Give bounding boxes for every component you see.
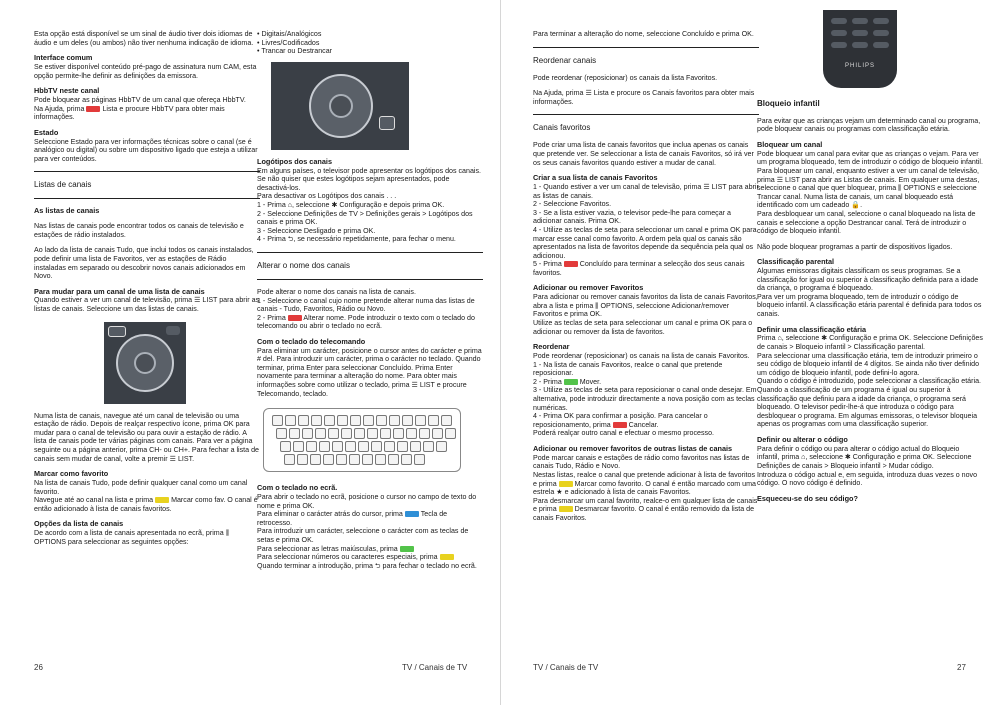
- keyboard-key: [376, 415, 387, 426]
- keyboard-key: [445, 428, 456, 439]
- keyboard-key: [419, 428, 430, 439]
- keyboard-key: [280, 441, 291, 452]
- bloquear-text2: Para bloquear um canal, enquanto estiver a ver um canal de televisão, prima ☰ LIST para abrir as Listas de canais. Em qualquer uma destas, seleccione o canal que quer bloquear, prima ⫼ OPTIONS e seleccione Trancar canal. Numa lista de canais, um canal bloqueado está identificado com um cadeado 🔒.: [757, 166, 980, 210]
- keyboard-key: [362, 454, 373, 465]
- ecra-text2b: Tecla de retrocesso.: [257, 510, 448, 527]
- estado-text: Seleccione Estado para ver informações técnicas sobre o canal (se é analógico ou digital) ou sobre um dispositivo ligado que esteja a utilizar para ver conteúdos.: [34, 137, 258, 163]
- blue-key-icon: [405, 511, 419, 517]
- logotipos-steps2: 2 - Seleccione Definições de TV > Definições gerais > Logótipos dos canais e prima OK.: [257, 209, 473, 227]
- reordenar2-text3a: 2 - Prima: [533, 377, 562, 386]
- criar-title: Criar a sua lista de canais Favoritos: [533, 173, 658, 183]
- keyboard-key: [428, 415, 439, 426]
- right-column-1: [533, 30, 759, 530]
- red-key-icon: [288, 315, 302, 321]
- criar-text5b: Concluído para terminar a selecção dos seus canais favoritos.: [533, 260, 745, 277]
- definir-title: Definir uma classificação etária: [757, 324, 867, 334]
- footer-page-number: 27: [957, 663, 966, 672]
- keyboard-key: [276, 428, 287, 439]
- page-27: [500, 0, 1000, 705]
- keyboard-key: [354, 428, 365, 439]
- keyboard-key: [423, 441, 434, 452]
- green-key-icon: [564, 379, 578, 385]
- marcar-title: Marcar como favorito: [34, 469, 109, 479]
- reordenar2-text6: Poderá realçar outro canal e efectuar o mesmo processo.: [533, 429, 714, 438]
- keyboard-key: [310, 454, 321, 465]
- keyboard-key: [388, 454, 399, 465]
- keyboard-key: [285, 415, 296, 426]
- keyboard-key: [380, 428, 391, 439]
- bloquear-text1: Pode bloquear um canal para evitar que as crianças o vejam. Para ver um programa bloqueado, tem de introduzir o código de bloqueio infantil.: [757, 149, 983, 167]
- criar-text5: [533, 260, 759, 277]
- logotipos-text: Em alguns países, o televisor pode apresentar os logótipos dos canais. Se não quiser que estes logótipos sejam apresentados, pode desactivá-los.: [257, 166, 481, 192]
- remote-key-icon: [831, 18, 847, 24]
- remote-key-icon: [852, 18, 868, 24]
- ecra-text2a: Para eliminar o carácter atrás do cursor, prima: [257, 510, 403, 519]
- ecra-text1: Para abrir o teclado no ecrã, posicione o cursor no campo de texto do nome e prima OK.: [257, 493, 477, 510]
- reordenar2-text2: 1 - Na lista de canais Favoritos, realce o canal que pretende reposicionar.: [533, 360, 723, 378]
- keyboard-key: [436, 441, 447, 452]
- keyboard-key: [324, 415, 335, 426]
- alterar-text3: [257, 314, 483, 331]
- definir-text1: Prima ⌂, seleccione ✱ Configuração e prima OK. Seleccione Definições de canais > Bloqueio infantil > Classificação parental.: [757, 334, 983, 352]
- keyboard-key: [401, 454, 412, 465]
- keyboard-key: [293, 441, 304, 452]
- keyboard-key: [315, 428, 326, 439]
- logotipos-steps3: 3 - Seleccione Desligado e prima OK.: [257, 226, 376, 235]
- marcar-text2a: Navegue até ao canal na lista e prima: [34, 496, 154, 505]
- as-listas-title: As listas de canais: [34, 206, 100, 216]
- keyboard-key: [272, 415, 283, 426]
- adicionar-text1: Para adicionar ou remover canais favoritos da lista de canais Favoritos, abra a lista e prima ⫼ OPTIONS, seleccione Adicionar/remover Favoritos e prima OK.: [533, 293, 758, 319]
- keyboard-key: [415, 415, 426, 426]
- listas-canais-heading: Listas de canais: [34, 180, 92, 190]
- keyboard-key: [384, 441, 395, 452]
- bloquear-title: Bloquear um canal: [757, 139, 823, 149]
- logotipos-steps4: 4 - Prima ⮌, se necessário repetidamente, para fechar o menu.: [257, 235, 456, 244]
- keyboard-key: [432, 428, 443, 439]
- com-teclado-title: Com o teclado do telecomando: [257, 336, 366, 346]
- bloqueio-text: Para evitar que as crianças vejam um determinado canal ou programa, pode bloquear canais ou programas com classificação etária.: [757, 116, 981, 134]
- alterar-text3a: 2 - Prima: [257, 313, 286, 322]
- top-text: Para terminar a alteração do nome, seleccione Concluído e prima OK.: [533, 30, 754, 38]
- intro-text: Esta opção está disponível se um sinal de áudio tiver dois idiomas de áudio e um deles (ou ambos) não tiver nenhuma indicação de idioma.: [34, 30, 254, 47]
- outras-text2b: Marcar como favorito. O canal é então marcado com uma estrela ★ e adicionado à lista de canais Favoritos.: [533, 479, 756, 497]
- favoritos-text: Pode criar uma lista de canais favoritos que inclua apenas os canais que pretende ver. Se seleccionar a lista de canais Favoritos, só irá ver os seus canais favoritos quando estiver a mudar de canal.: [533, 141, 754, 167]
- outras-text1: Pode marcar canais e estações de rádio como favoritos nas listas de canais Tudo, Rádio e Novo.: [533, 453, 750, 471]
- option-item: • Livres/Codificados: [257, 39, 483, 48]
- keyboard-key: [284, 454, 295, 465]
- divider: [533, 114, 759, 115]
- footer-section: TV / Canais de TV: [402, 663, 468, 672]
- reordenar2-text4: 3 - Utilize as teclas de seta para reposicionar o canal onde desejar. Em alternativa, pode introduzir directamente a nova posição com as teclas numéricas.: [533, 386, 757, 412]
- keyboard-key: [311, 415, 322, 426]
- keyboard-key: [406, 428, 417, 439]
- alterar-text1: Pode alterar o nome dos canais na lista de canais.: [257, 287, 416, 296]
- mudar-title: Para mudar para um canal de uma lista de canais: [34, 286, 205, 296]
- keyboard-key: [397, 441, 408, 452]
- reordenar2-title: Reordenar: [533, 342, 570, 352]
- codigo-text2: Introduza o código actual e, em seguida, introduza duas vezes o novo código. O novo código é definido.: [757, 470, 978, 488]
- remote-dpad-image: [104, 322, 186, 404]
- outras-text2: [533, 471, 759, 497]
- numa-text: Numa lista de canais, navegue até um canal de televisão ou uma estação de rádio. Depois de realçar respectivo ícone, prima OK para mudar para o canal de televisão ou para ouvir a estação de rádio. A lista de canais pode ter várias páginas com canais. Para ver a página seguinte ou a página anterior, prima CH- ou CH+. Para fechar a lista de canais sem mudar de canal, volte a premir ☰ LIST.: [34, 411, 259, 463]
- ok-button-icon: [329, 94, 353, 118]
- keyboard-key: [341, 428, 352, 439]
- ecra-text4: [257, 545, 483, 554]
- options-list: [257, 30, 483, 56]
- codigo-text1: Para definir o código ou para alterar o código actual do Bloqueio infantil, prima ⌂, seleccione ✱ Configuração e prima OK. Seleccione Definições de canais > Bloqueio infantil > Mudar código.: [757, 444, 972, 470]
- keyboard-key: [350, 415, 361, 426]
- yellow-key-icon: [559, 506, 573, 512]
- reordenar2-text5a: 4 - Prima OK para confirmar a posição. Para cancelar o reposicionamento, prima: [533, 412, 708, 429]
- remote-dpad-image-2: [271, 62, 409, 150]
- reordenar-heading: Reordenar canais: [533, 55, 597, 65]
- hbbtv-text2a: Na Ajuda, prima: [34, 104, 85, 113]
- footer-section: TV / Canais de TV: [533, 663, 599, 672]
- yellow-key-icon: [559, 481, 573, 487]
- outras-text2a: Nestas listas, realce o canal que pretende adicionar à lista de favoritos e prima: [533, 470, 756, 488]
- keyboard-image: [263, 408, 461, 472]
- bloquear-text3: Para desbloquear um canal, seleccione o canal bloqueado na lista de canais e seleccione a opção Destrancar canal. Terá de introduzir o código de bloqueio infantil.: [757, 209, 976, 236]
- logotipos-title: Logótipos dos canais: [257, 156, 333, 166]
- footer-page-number: 26: [34, 663, 43, 672]
- marcar-text2: [34, 496, 260, 513]
- ok-button-icon: [134, 352, 156, 374]
- right-column-2: [757, 30, 983, 504]
- philips-logo: PHILIPS: [844, 63, 875, 69]
- hbbtv-text1: Pode bloquear as páginas HbbTV de um canal que ofereça HbbTV.: [34, 95, 246, 104]
- keyboard-key: [345, 441, 356, 452]
- ecra-text2: [257, 510, 483, 527]
- as-listas-text2: Ao lado da lista de canais Tudo, que inclui todos os canais instalados, pode definir uma lista de Favoritos, ver as estações de Rádio instaladas em separado ou descobrir novos canais adicionados em Novo.: [34, 246, 254, 281]
- estado-title: Estado: [34, 127, 59, 137]
- criar-text5a: 5 - Prima: [533, 260, 562, 269]
- keyboard-key: [323, 454, 334, 465]
- divider: [34, 171, 260, 172]
- com-teclado-text: Para eliminar um carácter, posicione o cursor antes do carácter e prima # del. Para introduzir um carácter, prima o carácter no teclado. Quando terminar, prima Enter para seleccionar Concluído. Prima Enter novamente para terminar a alteração do nome. Para obter mais informações sobre como utilizar o teclado, prima ☰ LIST e procure Telecomando, teclado.: [257, 346, 482, 398]
- keyboard-key: [389, 415, 400, 426]
- keyboard-key: [363, 415, 374, 426]
- reordenar-text2: Na Ajuda, prima ☰ Lista e procure os Canais favoritos para obter mais informações.: [533, 89, 755, 106]
- keyboard-key: [414, 454, 425, 465]
- yellow-key-icon: [155, 497, 169, 503]
- red-key-icon: [86, 106, 100, 112]
- red-key-icon: [613, 422, 627, 428]
- outras-text3b: Desmarcar favorito. O canal é então removido da lista de canais Favoritos.: [533, 505, 755, 522]
- divider: [533, 47, 759, 48]
- divider: [257, 252, 483, 253]
- ecra-text3: Para introduzir um carácter, seleccione o carácter com as teclas de setas e prima OK.: [257, 527, 469, 545]
- marcar-text1: Na lista de canais Tudo, pode definir qualquer canal como um canal favorito.: [34, 479, 248, 496]
- definir-text2: Para seleccionar uma classificação etária, tem de introduzir primeiro o seu código de bloqueio infantil de 4 dígitos. Se ainda não tiver definido um código de bloqueio infantil, pode defini-lo agora.: [757, 351, 980, 377]
- remote-key-icon: [852, 30, 868, 36]
- keyboard-key: [393, 428, 404, 439]
- remote-key-icon: [873, 18, 889, 24]
- green-key-icon: [400, 546, 414, 552]
- keyboard-key: [297, 454, 308, 465]
- keyboard-key: [336, 454, 347, 465]
- keyboard-key: [441, 415, 452, 426]
- definir-text3: Quando o código é introduzido, pode seleccionar a classificação etária. Quando a classificação de um programa é igual ou superior à classificação que definiu para a idade da criança, o programa será bloqueado. O televisor pedir-lhe-á que introduza o código para desbloquear o programa. Em algumas emissoras, o televisor bloqueia apenas os programas com uma classificação superior.: [757, 377, 981, 429]
- keyboard-key: [358, 441, 369, 452]
- options-button-icon: [379, 116, 395, 130]
- esqueceu-title: Esqueceu-se do seu código?: [757, 493, 858, 503]
- hbbtv-title: HbbTV neste canal: [34, 86, 100, 96]
- bloquear-text4: Não pode bloquear programas a partir de dispositivos ligados.: [757, 242, 953, 251]
- opcoes-title: Opções da lista de canais: [34, 519, 124, 529]
- outras-text3: [533, 497, 759, 523]
- logotipos-steps0: Para desactivar os Logótipos dos canais . . .: [257, 192, 397, 201]
- reordenar2-text5: [533, 412, 759, 429]
- reordenar2-text3b: Mover.: [579, 377, 602, 386]
- remote-key-icon: [831, 42, 847, 48]
- ecra-title: Com o teclado no ecrã.: [257, 483, 338, 493]
- keyboard-key: [328, 428, 339, 439]
- reordenar2-text1: Pode reordenar (reposicionar) os canais na lista de canais Favoritos.: [533, 352, 750, 361]
- keyboard-key: [302, 428, 313, 439]
- remote-key-icon: [873, 30, 889, 36]
- keyboard-key: [410, 441, 421, 452]
- criar-text4: 4 - Utilize as teclas de seta para seleccionar um canal e prima OK para marcar esse canal como favorito. A ordem pela qual os canais são apresentados na lista de favoritos depende da sequência pela qual os adicionou.: [533, 225, 757, 260]
- reordenar2-text3: [533, 378, 759, 387]
- alterar-text3b: Alterar nome. Pode introduzir o texto com o teclado do telecomando ou abrir o teclado no ecrã.: [257, 313, 475, 331]
- hbbtv-text2: [34, 105, 260, 122]
- remote-bottom-image: [823, 10, 897, 88]
- as-listas-text1: Nas listas de canais pode encontrar todos os canais de televisão e estações de rádio instalados.: [34, 222, 244, 239]
- adicionar-title: Adicionar ou remover Favoritos: [533, 283, 644, 293]
- ecra-text4a: Para seleccionar as letras maiúsculas, prima: [257, 544, 398, 553]
- alterar-heading: Alterar o nome dos canais: [257, 260, 350, 270]
- keyboard-key: [319, 441, 330, 452]
- ecra-text5: [257, 553, 483, 562]
- favoritos-heading: Canais favoritos: [533, 123, 591, 133]
- ecra-text5a: Para seleccionar números ou caracteres especiais, prima: [257, 553, 438, 562]
- criar-text3: 3 - Se a lista estiver vazia, o televisor pede-lhe para começar a adicionar canais. Prima OK.: [533, 208, 731, 226]
- keyboard-key: [371, 441, 382, 452]
- divider: [257, 279, 483, 280]
- remote-key-icon: [852, 42, 868, 48]
- classificacao-text1: Algumas emissoras digitais classificam os seus programas. Se a classificação for igual ou superior à classificação definida para a idade da criança, o programa é bloqueado.: [757, 267, 979, 293]
- divider: [34, 198, 260, 199]
- classificacao-text2: Para ver um programa bloqueado, tem de introduzir o código de bloqueio infantil. A classificação etária parental é definida para todos os canais.: [757, 292, 982, 319]
- codigo-title: Definir ou alterar o código: [757, 435, 848, 444]
- keyboard-key: [306, 441, 317, 452]
- mudar-text: Quando estiver a ver um canal de televisão, prima ☰ LIST para abrir as listas de canais. Seleccione um das listas de canais.: [34, 296, 260, 314]
- interface-text: Se estiver disponível conteúdo pré-pago de assinatura num CAM, esta opção permite-lhe definir as definições da emissora.: [34, 62, 257, 80]
- red-key-icon: [564, 261, 578, 267]
- yellow-key-icon: [440, 554, 454, 560]
- opcoes-text: De acordo com a lista de canais apresentada no ecrã, prima ⫼ OPTIONS para seleccionar as seguintes opções:: [34, 529, 229, 546]
- keyboard-key: [289, 428, 300, 439]
- ecra-text6: Quando terminar a introdução, prima ⮌ para fechar o teclado no ecrã.: [257, 561, 477, 570]
- adicionar-text2: Utilize as teclas de seta para seleccionar um canal e prima OK para o adicionar ou remover da lista de favoritos.: [533, 319, 753, 336]
- keyboard-key: [349, 454, 360, 465]
- criar-text2: 2 - Seleccione Favoritos.: [533, 200, 612, 209]
- back-button-icon: [166, 326, 180, 335]
- criar-text1: 1 - Quando estiver a ver um canal de televisão, prima ☰ LIST para abrir as listas de canais.: [533, 182, 759, 200]
- reordenar-text1: Pode reordenar (reposicionar) os canais da lista Favoritos.: [533, 73, 718, 82]
- left-column-1: [34, 30, 260, 553]
- left-column-2: [257, 30, 483, 577]
- classificacao-title: Classificação parental: [757, 257, 835, 267]
- keyboard-key: [367, 428, 378, 439]
- hbbtv-text2b: Lista e procure HbbTV para obter mais informações.: [34, 104, 225, 122]
- alterar-text2: 1 - Seleccione o canal cujo nome pretende alterar numa das listas de canais - Tudo, Favoritos, Rádio ou Novo.: [257, 296, 475, 314]
- option-item: • Trancar ou Destrancar: [257, 47, 483, 56]
- outras-text3a: Para desmarcar um canal favorito, realce-o em qualquer lista de canais e prima: [533, 496, 758, 514]
- reordenar2-text5b: Cancelar.: [628, 420, 659, 429]
- remote-key-icon: [831, 30, 847, 36]
- keyboard-key: [402, 415, 413, 426]
- keyboard-key: [337, 415, 348, 426]
- keyboard-key: [298, 415, 309, 426]
- list-button-icon: [108, 326, 126, 337]
- option-item: • Digitais/Analógicos: [257, 30, 483, 39]
- remote-key-icon: [873, 42, 889, 48]
- keyboard-key: [375, 454, 386, 465]
- bloqueio-title: Bloqueio infantil: [757, 99, 820, 108]
- interface-title: Interface comum: [34, 53, 93, 63]
- keyboard-key: [332, 441, 343, 452]
- logotipos-steps1: 1 - Prima ⌂, seleccione ✱ Configuração e depois prima OK.: [257, 200, 445, 209]
- outras-title: Adicionar ou remover favoritos de outras listas de canais: [533, 443, 733, 453]
- marcar-text2b: Marcar como fav. O canal é então adicionado à lista de canais favoritos.: [34, 496, 258, 513]
